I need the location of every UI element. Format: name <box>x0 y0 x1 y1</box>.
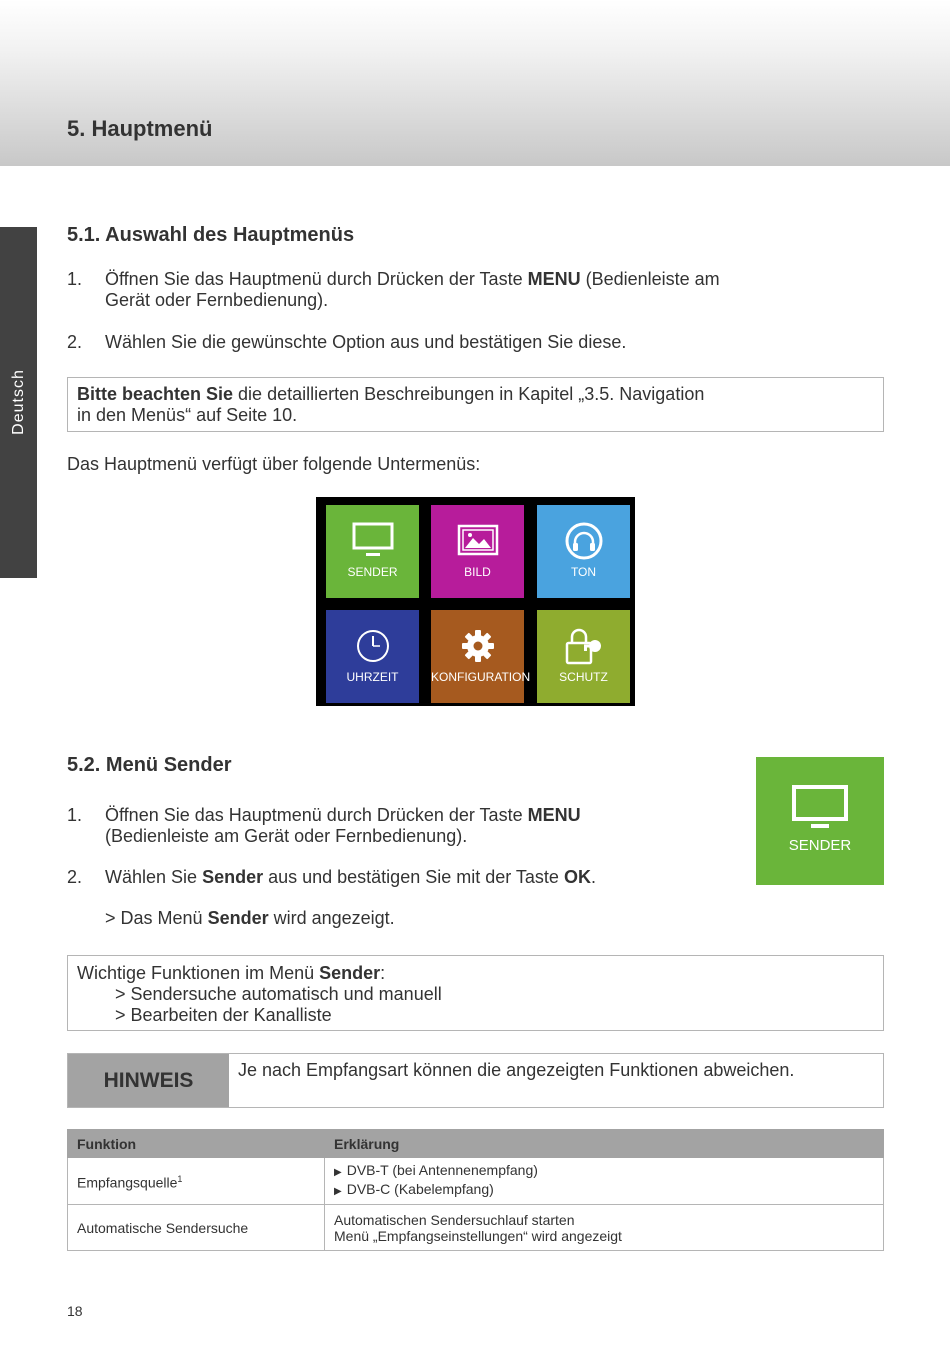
step-text-part: Gerät oder Fernbedienung). <box>105 290 329 310</box>
step-number: 1. <box>67 269 83 289</box>
functions-heading-text: Wichtige Funktionen im Menü <box>77 963 320 983</box>
functions-item: > Bearbeiten der Kanalliste <box>115 1005 332 1025</box>
step-text-part: Öffnen Sie das Hauptmenü durch Drücken der Taste <box>105 269 528 289</box>
note-text: die detaillierten Beschreibungen in Kapitel „3.5. Navigation <box>233 384 705 404</box>
menu-tile-label: TON <box>570 565 597 579</box>
section-heading-5-2: 5.2. Menü Sender <box>67 754 232 776</box>
footnote-marker: 1 <box>177 1174 183 1185</box>
triangle-bullet-icon: ▶ <box>334 1167 342 1178</box>
result-text: > Das Menü <box>105 908 208 928</box>
menu-tile-bild[interactable] <box>431 505 524 598</box>
step-2 <box>67 867 747 889</box>
functions-item: > Sendersuche automatisch und manuell <box>115 984 442 1004</box>
note-box <box>67 377 884 432</box>
step-text-part: (Bedienleiste am <box>580 269 720 289</box>
explanation-text: DVB-C (Kabelempfang) <box>346 1181 494 1197</box>
step-1 <box>67 269 884 313</box>
key-menu: MENU <box>527 269 581 289</box>
step-text-part: . <box>590 867 596 887</box>
step-text <box>105 269 884 311</box>
explanation-line <box>334 1181 874 1200</box>
table-row <box>68 1205 884 1251</box>
headphones-icon <box>562 521 606 561</box>
functions-heading <box>77 963 874 984</box>
menu-tile-label: SENDER <box>347 565 398 579</box>
step-text-part: Öffnen Sie das Hauptmenü durch Drücken der Taste <box>105 805 528 825</box>
hinweis-label: HINWEIS <box>68 1054 229 1107</box>
hinweis-box <box>67 1053 884 1108</box>
step-text <box>105 805 745 847</box>
menu-tile-sender[interactable] <box>326 505 419 598</box>
menu-name-sender: Sender <box>207 908 269 928</box>
menu-tile-label: BILD <box>464 565 491 579</box>
explanation-text: DVB-T (bei Antennenempfang) <box>346 1162 538 1178</box>
picture-icon <box>456 521 500 561</box>
sender-tile-label: SENDER <box>788 837 852 854</box>
clock-icon <box>351 626 395 666</box>
functions-heading-text: : <box>380 963 386 983</box>
page-number: 18 <box>67 1303 83 1319</box>
hinweis-text: Je nach Empfangsart können die angezeigten Funktionen abweichen. <box>238 1060 795 1080</box>
step-text-part: (Bedienleiste am Gerät oder Fernbedienung). <box>105 826 468 846</box>
step-1 <box>67 805 747 849</box>
gear-icon <box>456 626 500 666</box>
functions-box <box>67 955 884 1031</box>
lock-key-icon <box>562 626 606 666</box>
language-side-tab-label: Deutsch <box>10 369 27 435</box>
table-cell-explanation <box>325 1158 884 1205</box>
menu-tile-schutz[interactable] <box>537 610 630 703</box>
explanation-text: Automatischen Sendersuchlauf starten <box>334 1211 575 1228</box>
explanation-line <box>334 1162 874 1181</box>
table-cell-function <box>68 1158 325 1205</box>
page-header <box>0 0 950 166</box>
step-number: 2. <box>67 332 83 352</box>
table-header-row <box>68 1130 884 1158</box>
menu-tile-ton[interactable] <box>537 505 630 598</box>
sender-menu-tile <box>756 757 884 885</box>
table-header-cell: Erklärung <box>325 1130 884 1158</box>
menu-tile-konfiguration[interactable] <box>431 610 531 703</box>
step-text <box>105 867 745 888</box>
note-text: in den Menüs“ auf Seite 10. <box>77 405 298 425</box>
menu-tile-label: SCHUTZ <box>559 670 608 684</box>
step-2 <box>67 332 884 354</box>
main-menu-screenshot <box>316 497 635 706</box>
menu-name-sender: Sender <box>202 867 264 887</box>
triangle-bullet-icon: ▶ <box>334 1186 342 1197</box>
key-menu: MENU <box>527 805 581 825</box>
chapter-title: 5. Hauptmenü <box>67 116 213 141</box>
table-header-cell: Funktion <box>68 1130 325 1158</box>
table-cell-explanation <box>325 1205 884 1251</box>
tv-icon <box>351 521 395 561</box>
menu-tile-label: KONFIGURATION <box>431 670 531 684</box>
section-heading-5-1: 5.1. Auswahl des Hauptmenüs <box>67 224 355 246</box>
submenu-intro: Das Hauptmenü verfügt über folgende Untermenüs: <box>67 454 481 474</box>
note-emphasis: Bitte beachten Sie <box>77 384 234 404</box>
functions-table <box>67 1129 884 1251</box>
menu-tile-uhrzeit[interactable] <box>326 610 419 703</box>
step-number: 2. <box>67 867 83 887</box>
table-row <box>68 1158 884 1205</box>
step-text-part: Wählen Sie <box>105 867 203 887</box>
table-cell-function: Automatische Sendersuche <box>68 1205 325 1251</box>
menu-name-sender: Sender <box>319 963 381 983</box>
step-number: 1. <box>67 805 83 825</box>
function-name: Empfangsquelle <box>77 1174 178 1191</box>
tv-icon <box>790 783 850 833</box>
step-result <box>105 908 395 929</box>
result-text: wird angezeigt. <box>268 908 395 928</box>
key-ok: OK <box>563 867 591 887</box>
explanation-text: Menü „Empfangseinstellungen“ wird angezeigt <box>334 1227 622 1244</box>
step-text: Wählen Sie die gewünschte Option aus und bestätigen Sie diese. <box>105 332 627 352</box>
menu-tile-label: UHRZEIT <box>346 670 399 684</box>
step-text-part: aus und bestätigen Sie mit der Taste <box>263 867 564 887</box>
